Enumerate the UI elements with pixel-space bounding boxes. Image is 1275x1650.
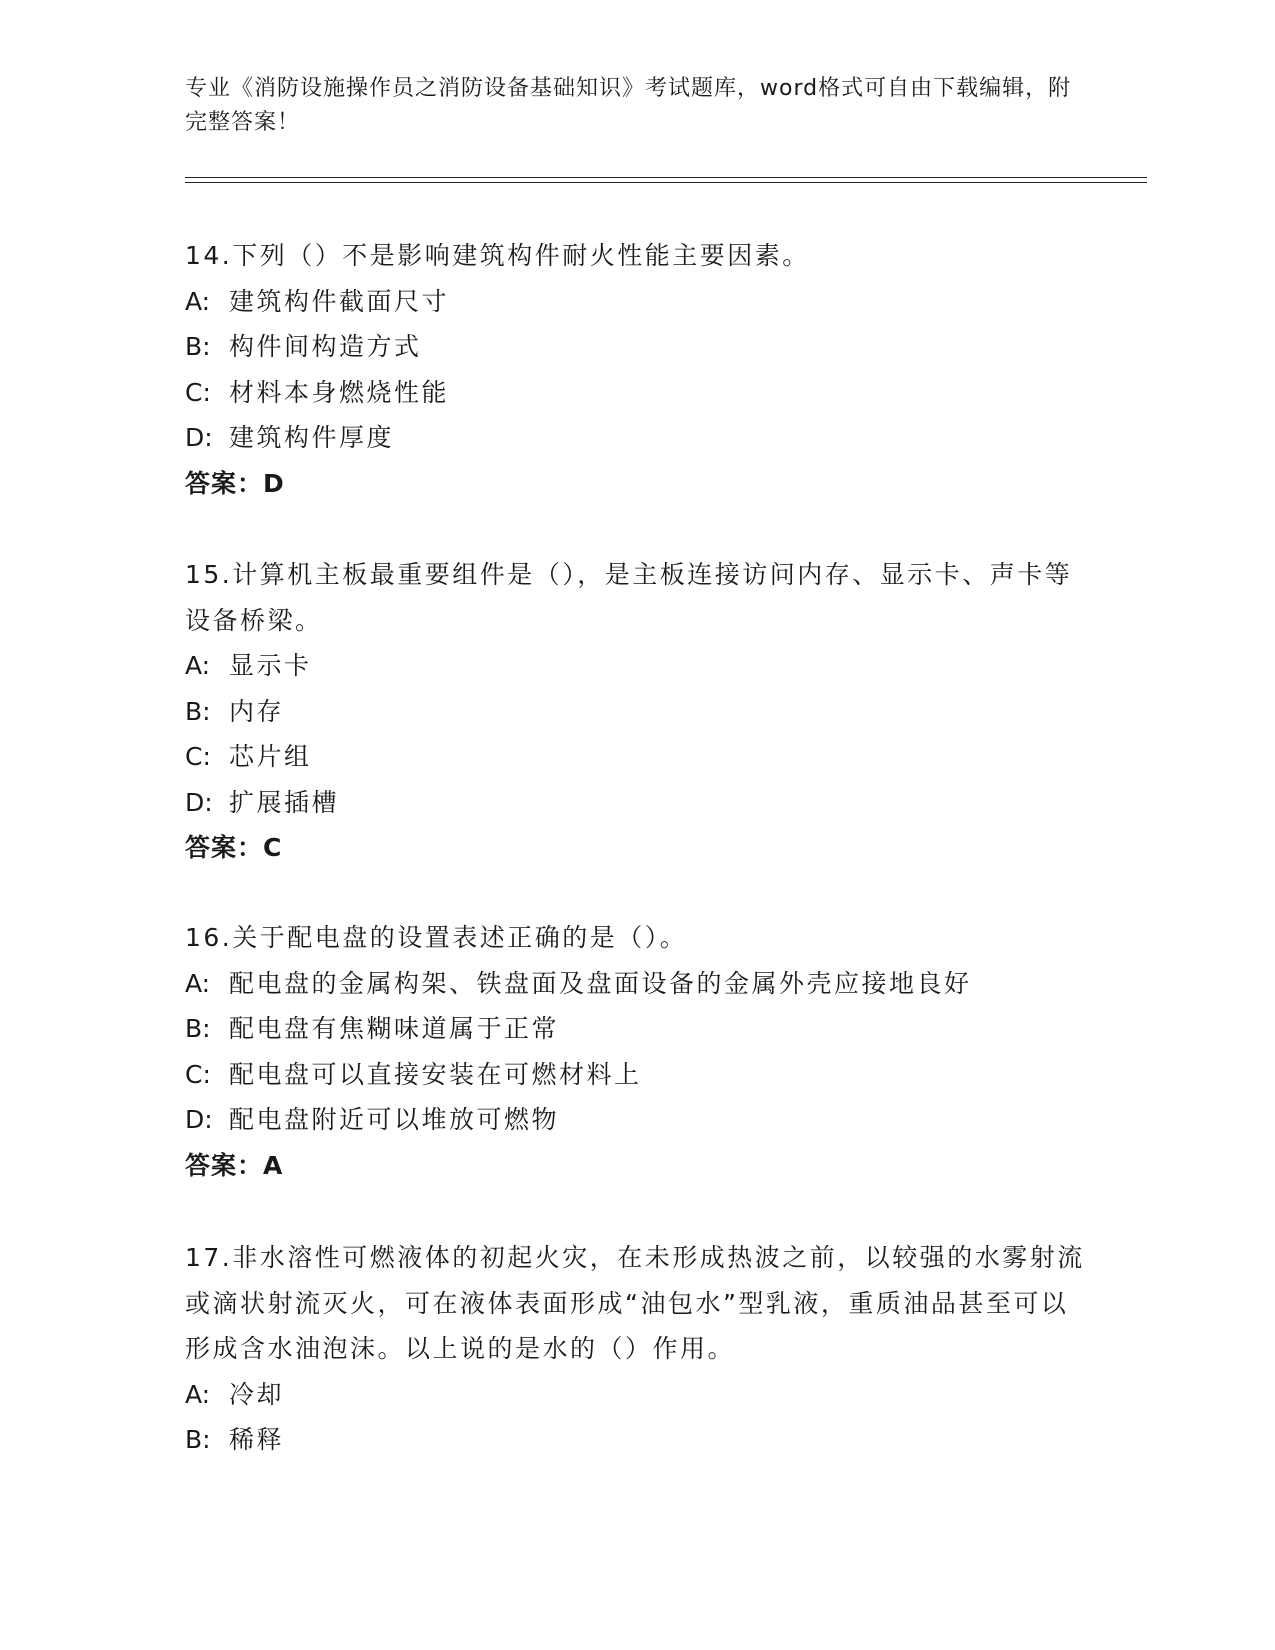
option-text: 扩展插槽: [229, 787, 340, 817]
option-letter: C:: [185, 742, 211, 771]
option-text: 建筑构件截面尺寸: [229, 286, 450, 316]
option-text: 配电盘的金属构架、铁盘面及盘面设备的金属外壳应接地良好: [229, 968, 972, 998]
option-letter: A:: [185, 968, 211, 998]
option-letter: A:: [185, 1379, 211, 1409]
option-letter: D:: [185, 787, 213, 817]
option-b: [185, 1006, 1085, 1052]
option-d: [185, 780, 1085, 826]
question-stem: 16.关于配电盘的设置表述正确的是（）。: [185, 923, 688, 952]
answer-value: C: [263, 833, 282, 862]
answer-line: [185, 825, 1085, 871]
answer-line: [185, 461, 1085, 507]
question-stem: 17.非水溶性可燃液体的初起火灾，在未形成热波之前，以较强的水雾射流或滴状射流灭火，可在液体表面形成“油包水”型乳液，重质油品甚至可以形成含水油泡沫。以上说的是水的（）作用。: [185, 1243, 1085, 1363]
answer-label: 答案：: [185, 468, 264, 498]
option-b: [185, 689, 1085, 735]
answer-label: 答案：: [185, 1150, 264, 1180]
option-letter: B:: [185, 1425, 211, 1454]
option-letter: A:: [185, 651, 211, 680]
answer-label: 答案：: [185, 833, 264, 862]
option-letter: D:: [185, 423, 213, 452]
option-c: [185, 1052, 1085, 1098]
option-text: 材料本身燃烧性能: [229, 377, 450, 407]
option-text: 配电盘可以直接安装在可燃材料上: [229, 1059, 642, 1089]
option-c: [185, 370, 1085, 416]
question-16: [185, 915, 1085, 1188]
question-stem: 14.下列（）不是影响建筑构件耐火性能主要因素。: [185, 241, 810, 270]
header-divider-top: [185, 177, 1147, 178]
option-letter: A:: [185, 286, 211, 316]
question-17: [185, 1235, 1085, 1463]
answer-value: A: [263, 1150, 283, 1180]
option-d: [185, 415, 1085, 461]
question-15: [185, 552, 1085, 871]
option-text: 稀释: [229, 1425, 285, 1454]
option-text: 冷却: [229, 1379, 285, 1409]
option-letter: D:: [185, 1105, 213, 1134]
answer-value: D: [263, 468, 284, 498]
option-text: 配电盘有焦糊味道属于正常: [229, 1014, 560, 1043]
option-letter: C:: [185, 1059, 211, 1089]
option-a: [185, 279, 1085, 325]
option-text: 内存: [229, 696, 285, 726]
option-text: 建筑构件厚度: [229, 423, 395, 452]
option-b: [185, 324, 1085, 370]
option-d: [185, 1097, 1085, 1143]
option-text: 配电盘附近可以堆放可燃物: [229, 1105, 560, 1134]
option-a: [185, 961, 1085, 1007]
option-letter: B:: [185, 1014, 211, 1043]
option-a: [185, 643, 1085, 689]
option-text: 构件间构造方式: [229, 332, 422, 361]
question-14: [185, 233, 1085, 506]
option-a: [185, 1372, 1085, 1418]
option-letter: B:: [185, 332, 211, 361]
question-stem: 15.计算机主板最重要组件是（），是主板连接访问内存、显示卡、声卡等设备桥梁。: [185, 560, 1073, 635]
option-letter: C:: [185, 377, 211, 407]
option-text: 显示卡: [229, 651, 312, 680]
option-b: [185, 1417, 1085, 1463]
option-text: 芯片组: [229, 742, 312, 771]
header-description: 专业《消防设施操作员之消防设备基础知识》考试题库，word格式可自由下载编辑，附完整答案！: [185, 76, 1072, 135]
option-letter: B:: [185, 696, 211, 726]
header-divider-bottom: [185, 182, 1147, 183]
answer-line: [185, 1143, 1085, 1189]
option-c: [185, 734, 1085, 780]
